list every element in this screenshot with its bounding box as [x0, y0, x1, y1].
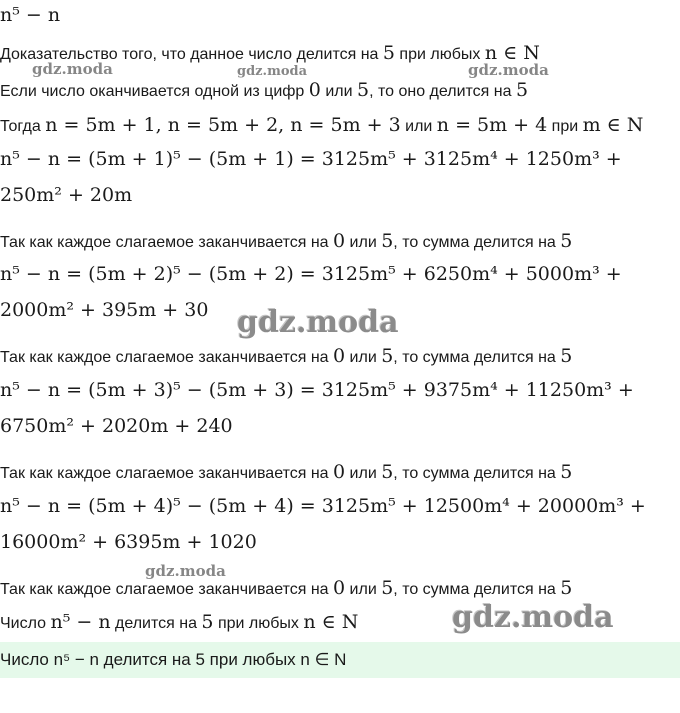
watermark: gdz.moda	[237, 64, 308, 79]
because-text-2: , то сумма делится на	[393, 234, 561, 251]
pri-text: при	[547, 118, 583, 135]
answer-text: Число n⁵ − n делится на 5 при любых n ∈ N	[0, 650, 347, 669]
or-text: или	[345, 465, 382, 482]
final-statement	[0, 611, 358, 633]
n-in-N: n ∈ N	[484, 42, 540, 64]
expression-title: n⁵ − n	[0, 4, 61, 26]
digit-zero: 0	[333, 577, 346, 599]
chislo-text: Число	[0, 615, 51, 632]
conclusion-4	[0, 577, 572, 599]
cases-line	[0, 114, 643, 136]
equation-2-line-1: n⁵ − n = (5m + 2)⁵ − (5m + 2) = 3125m⁵ + 6250m⁴ + 5000m³ +	[0, 263, 622, 285]
rule-text-1: Если число оканчивается одной из цифр	[0, 83, 309, 100]
expression: n⁵ − n	[50, 611, 111, 633]
number-five: 5	[515, 79, 529, 101]
number-five: 5	[560, 577, 573, 599]
or-text: или	[400, 118, 437, 135]
because-text-2: , то сумма делится на	[393, 581, 561, 598]
because-text: Так как каждое слагаемое заканчивается на	[0, 465, 333, 482]
case-1: n = 5m + 1,	[45, 114, 168, 136]
or-text: или	[345, 349, 382, 366]
divides-text: делится на	[110, 615, 202, 632]
m-in-N: m ∈ N	[582, 114, 644, 136]
conclusion-2	[0, 345, 572, 367]
because-text: Так как каждое слагаемое заканчивается на	[0, 349, 333, 366]
digit-five: 5	[381, 577, 394, 599]
or-text: или	[345, 234, 382, 251]
rule-text-2: , то оно делится на	[369, 83, 516, 100]
equation-3-line-1: n⁵ − n = (5m + 3)⁵ − (5m + 3) = 3125m⁵ + 9375m⁴ + 11250m³ +	[0, 379, 634, 401]
case-2: n = 5m + 2,	[167, 114, 291, 136]
conclusion-1	[0, 230, 572, 252]
equation-3-line-2: 6750m² + 2020m + 240	[0, 415, 233, 437]
digit-five: 5	[381, 345, 394, 367]
because-text-2: , то сумма делится на	[393, 465, 561, 482]
equation-4-line-2: 16000m² + 6395m + 1020	[0, 531, 257, 553]
conclusion-3	[0, 461, 572, 483]
digit-five: 5	[381, 230, 394, 252]
equation-1-line-1: n⁵ − n = (5m + 1)⁵ − (5m + 1) = 3125m⁵ + 3125m⁴ + 1250m³ +	[0, 148, 622, 170]
watermark: gdz.moda	[145, 562, 226, 580]
watermark: gdz.moda	[32, 60, 113, 78]
watermark: gdz.moda	[468, 61, 549, 79]
digit-zero: 0	[333, 461, 346, 483]
because-text-2: , то сумма делится на	[393, 349, 561, 366]
number-five: 5	[560, 230, 573, 252]
case-4: n = 5m + 4	[436, 114, 548, 136]
answer-box	[0, 642, 680, 678]
digit-five: 5	[381, 461, 394, 483]
case-3: n = 5m + 3	[290, 114, 401, 136]
equation-2-line-2: 2000m² + 395m + 30	[0, 299, 209, 321]
number-five: 5	[201, 611, 214, 633]
proof-intro-text: Доказательство того, что данное число делится на	[0, 46, 383, 63]
for-any-text: при любых	[213, 615, 304, 632]
or-text: или	[320, 83, 357, 100]
digit-zero: 0	[308, 79, 321, 101]
because-text: Так как каждое слагаемое заканчивается на	[0, 581, 333, 598]
number-five: 5	[382, 42, 395, 64]
number-five: 5	[560, 461, 573, 483]
because-text: Так как каждое слагаемое заканчивается на	[0, 234, 333, 251]
digit-zero: 0	[333, 230, 346, 252]
digit-five: 5	[356, 79, 370, 101]
n-in-N: n ∈ N	[303, 611, 359, 633]
equation-1-line-2: 250m² + 20m	[0, 184, 133, 206]
then-text: Тогда	[0, 118, 46, 135]
divisibility-rule	[0, 79, 528, 101]
or-text: или	[345, 581, 382, 598]
equation-4-line-1: n⁵ − n = (5m + 4)⁵ − (5m + 4) = 3125m⁵ + 12500m⁴ + 20000m³ +	[0, 495, 646, 517]
digit-zero: 0	[333, 345, 346, 367]
number-five: 5	[560, 345, 573, 367]
watermark-large: gdz.moda	[452, 600, 614, 635]
watermark-large: gdz.moda	[237, 305, 399, 340]
for-any-text: при любых	[394, 46, 485, 63]
